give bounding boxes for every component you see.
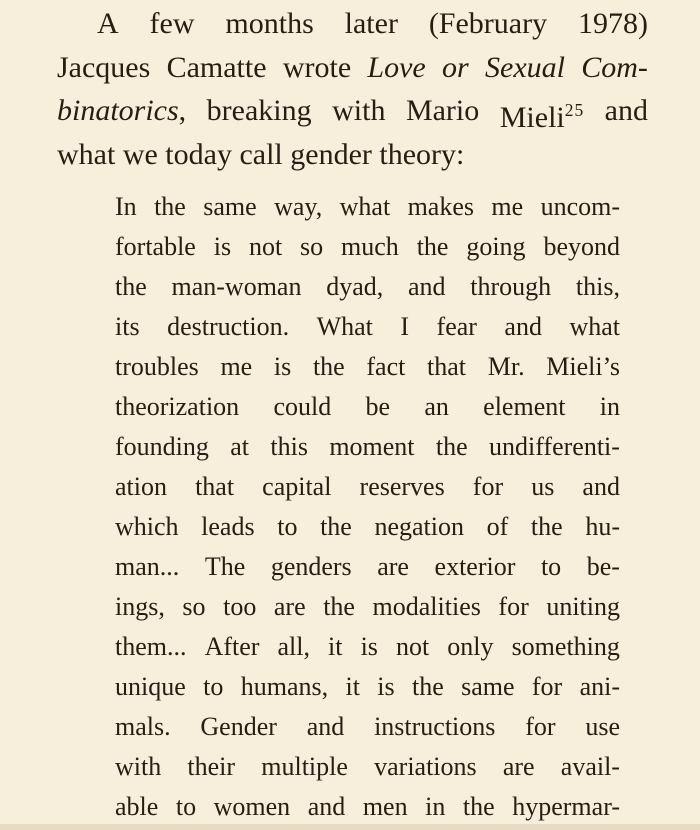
word: Mieli$^{25}$ (499, 100, 585, 134)
text-line (115, 387, 620, 427)
page-bottom-edge (0, 824, 700, 830)
word: ation (115, 472, 167, 501)
word: are (377, 552, 409, 581)
word: be- (586, 552, 620, 581)
word: an (424, 392, 449, 421)
word: exterior (434, 552, 516, 581)
word: the (435, 432, 468, 461)
word: could (273, 392, 332, 421)
word: wrote (282, 50, 352, 84)
text-line (115, 507, 620, 547)
word: binatorics, (57, 94, 187, 127)
word: Camatte (166, 50, 267, 84)
text-line (115, 587, 620, 627)
word: The (204, 552, 246, 581)
word: which (115, 512, 179, 541)
word: negation (374, 512, 464, 541)
text-line (115, 787, 620, 827)
text-line (115, 667, 620, 707)
text-line (115, 707, 620, 747)
word: and (504, 312, 542, 341)
word: Mario (405, 94, 480, 127)
word: Gender (200, 712, 277, 741)
word: its (115, 312, 140, 341)
text-line (115, 627, 620, 667)
word: are (502, 752, 535, 781)
text-line (57, 46, 648, 90)
word: same (461, 672, 515, 701)
word: humans, (240, 672, 329, 701)
word: in (425, 792, 446, 821)
word: much (341, 232, 399, 261)
word: 1978) (577, 7, 648, 40)
text-line (57, 133, 648, 177)
text-segment: what we today call gender theory: (57, 137, 465, 171)
word: their (187, 752, 236, 781)
word: with (115, 752, 162, 781)
word: After (204, 632, 260, 661)
word: to (175, 792, 197, 821)
word: variations (374, 752, 477, 781)
word: women (213, 792, 291, 821)
word: makes (407, 192, 474, 221)
word: Com- (581, 50, 648, 84)
word: (February (428, 7, 548, 40)
word: the (154, 192, 186, 221)
word: us (531, 472, 555, 501)
text-line (115, 267, 620, 307)
word: of (486, 512, 509, 541)
word: Love (367, 50, 426, 84)
block-quote (0, 187, 700, 827)
word: and (306, 712, 345, 741)
word: modalities (372, 592, 481, 621)
intro-paragraph (0, 0, 700, 176)
text-line (57, 89, 648, 133)
word: the (411, 672, 444, 701)
word: leads (201, 512, 255, 541)
word: instructions (374, 712, 496, 741)
word: ani- (579, 672, 620, 701)
text-line (115, 307, 620, 347)
word: theorization (115, 392, 240, 421)
word: so (300, 232, 324, 261)
word: dyad, (326, 272, 384, 301)
word: the (115, 272, 147, 301)
word: too (223, 592, 257, 621)
word: multiple (261, 752, 348, 781)
text-line (115, 547, 620, 587)
word: founding (115, 432, 209, 461)
word: moment (329, 432, 415, 461)
word: for (472, 472, 504, 501)
word: hypermar- (512, 792, 620, 821)
word: to (203, 672, 224, 701)
word: the (320, 512, 352, 541)
word: to (540, 552, 562, 581)
word: element (483, 392, 566, 421)
word: capital (262, 472, 332, 501)
word: later (344, 7, 398, 40)
word: me (220, 352, 253, 381)
word: or (442, 50, 469, 84)
word: for (531, 672, 563, 701)
word: hu- (585, 512, 620, 541)
word: unique (115, 672, 186, 701)
word: uncom- (540, 192, 620, 221)
word: going (466, 232, 526, 261)
word: use (585, 712, 620, 741)
word: same (203, 192, 257, 221)
word: is (273, 352, 292, 381)
word: the (530, 512, 563, 541)
word: men (362, 792, 408, 821)
word: able (115, 792, 159, 821)
word: reserves (359, 472, 445, 501)
word: genders (270, 552, 352, 581)
word: the (312, 352, 345, 381)
word: what (339, 192, 391, 221)
word: not (248, 232, 283, 261)
word: breaking (206, 94, 312, 127)
word: that (195, 472, 235, 501)
word: Jacques (57, 50, 151, 84)
word: undifferenti- (489, 432, 620, 461)
word: and (407, 272, 446, 301)
word: In (115, 192, 137, 221)
word: so (182, 592, 206, 621)
word: Mr. (487, 352, 525, 381)
word: at (230, 432, 250, 461)
word: mals. (115, 712, 171, 741)
word: for (498, 592, 529, 621)
word: be (365, 392, 391, 421)
text-line (115, 347, 620, 387)
word: the (323, 592, 355, 621)
text-line (57, 2, 648, 46)
word: is (360, 632, 378, 661)
word: man-woman (171, 272, 302, 301)
word: is (377, 672, 395, 701)
word: Sexual (485, 50, 565, 84)
word: man... (115, 552, 180, 581)
word: this, (575, 272, 620, 301)
word: and (604, 94, 648, 127)
text-line (115, 187, 620, 227)
word: this (270, 432, 308, 461)
word: few (149, 7, 195, 40)
word: is (213, 232, 232, 261)
word: A (97, 7, 119, 40)
word: that (427, 352, 467, 381)
text-line (115, 227, 620, 267)
word: only (447, 632, 494, 661)
word: to (277, 512, 298, 541)
word: are (273, 592, 306, 621)
word: troubles (115, 352, 199, 381)
word: for (525, 712, 556, 741)
word: in (599, 392, 620, 421)
word: something (511, 632, 620, 661)
word: not (395, 632, 430, 661)
word: What (316, 312, 373, 341)
word: uniting (546, 592, 620, 621)
word: fear (436, 312, 477, 341)
word: with (332, 94, 386, 127)
word: the (462, 792, 495, 821)
word: through (470, 272, 552, 301)
word: way, (274, 192, 323, 221)
text-line (115, 747, 620, 787)
word: and (307, 792, 346, 821)
word: them... (115, 632, 187, 661)
word: fortable (115, 232, 196, 261)
text-line (115, 467, 620, 507)
word: beyond (543, 232, 620, 261)
word: and (582, 472, 620, 501)
word: destruction. (167, 312, 290, 341)
word: me (491, 192, 524, 221)
word: months (225, 7, 314, 40)
word: ings, (115, 592, 165, 621)
word: fact (366, 352, 406, 381)
word: it (328, 632, 343, 661)
word: it (345, 672, 360, 701)
word: all, (277, 632, 310, 661)
word: Mieli’s (546, 352, 620, 381)
word: the (416, 232, 449, 261)
text-line (115, 427, 620, 467)
word: avail- (560, 752, 620, 781)
word: what (569, 312, 620, 341)
word: I (400, 312, 410, 341)
